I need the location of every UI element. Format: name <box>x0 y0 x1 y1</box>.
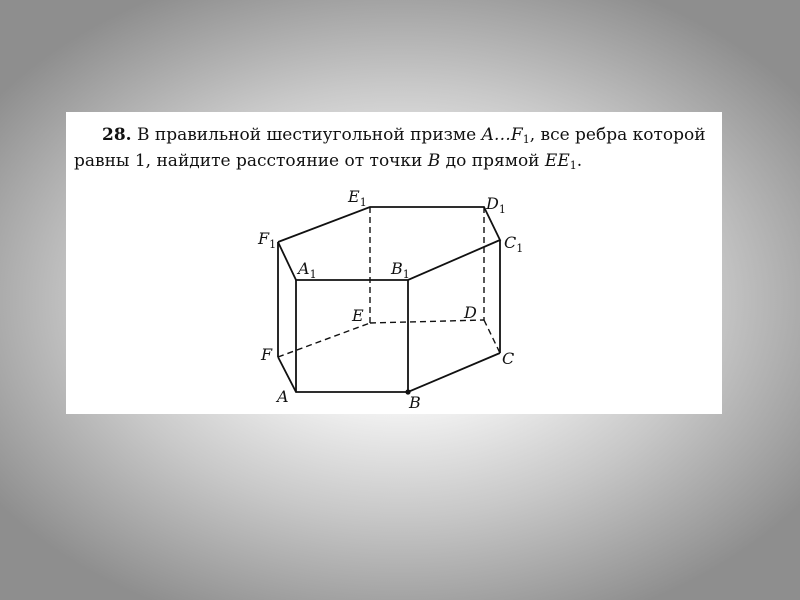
label-F: F <box>261 345 273 364</box>
prism-name: A…F <box>481 125 523 145</box>
text-part-1: В правильной шестиугольной призме <box>131 125 482 145</box>
bottom-visible-edges <box>278 353 500 392</box>
hexagonal-prism-figure <box>66 112 722 414</box>
hidden-edge-DC <box>484 320 500 353</box>
hidden-edge-FE <box>278 323 370 357</box>
label-D1: $D_1$ <box>486 194 506 216</box>
text-part-4: до прямой <box>440 151 545 171</box>
text-part-2: , все ребра которой <box>529 125 706 145</box>
label-C: C <box>502 349 515 368</box>
label-B1: $B_1$ <box>391 259 410 281</box>
label-A: A <box>277 387 289 406</box>
problem-card <box>66 112 722 414</box>
label-B: B <box>409 393 421 412</box>
label-F1: $F_1$ <box>258 229 277 251</box>
text-part-3: равны 1, найдите расстояние от точки <box>74 151 428 171</box>
prism-subscript: 1 <box>522 133 530 146</box>
label-C1: $C_1$ <box>504 233 524 255</box>
problem-number: 28. <box>102 125 132 145</box>
label-E1: $E_1$ <box>348 187 367 209</box>
text-part-5: . <box>576 151 583 171</box>
label-D: D <box>464 303 477 322</box>
line-name: EE <box>544 151 570 171</box>
line-subscript: 1 <box>569 159 577 172</box>
label-E: E <box>352 306 364 325</box>
label-A1: $A_1$ <box>298 259 317 281</box>
point-name: B <box>427 151 441 171</box>
